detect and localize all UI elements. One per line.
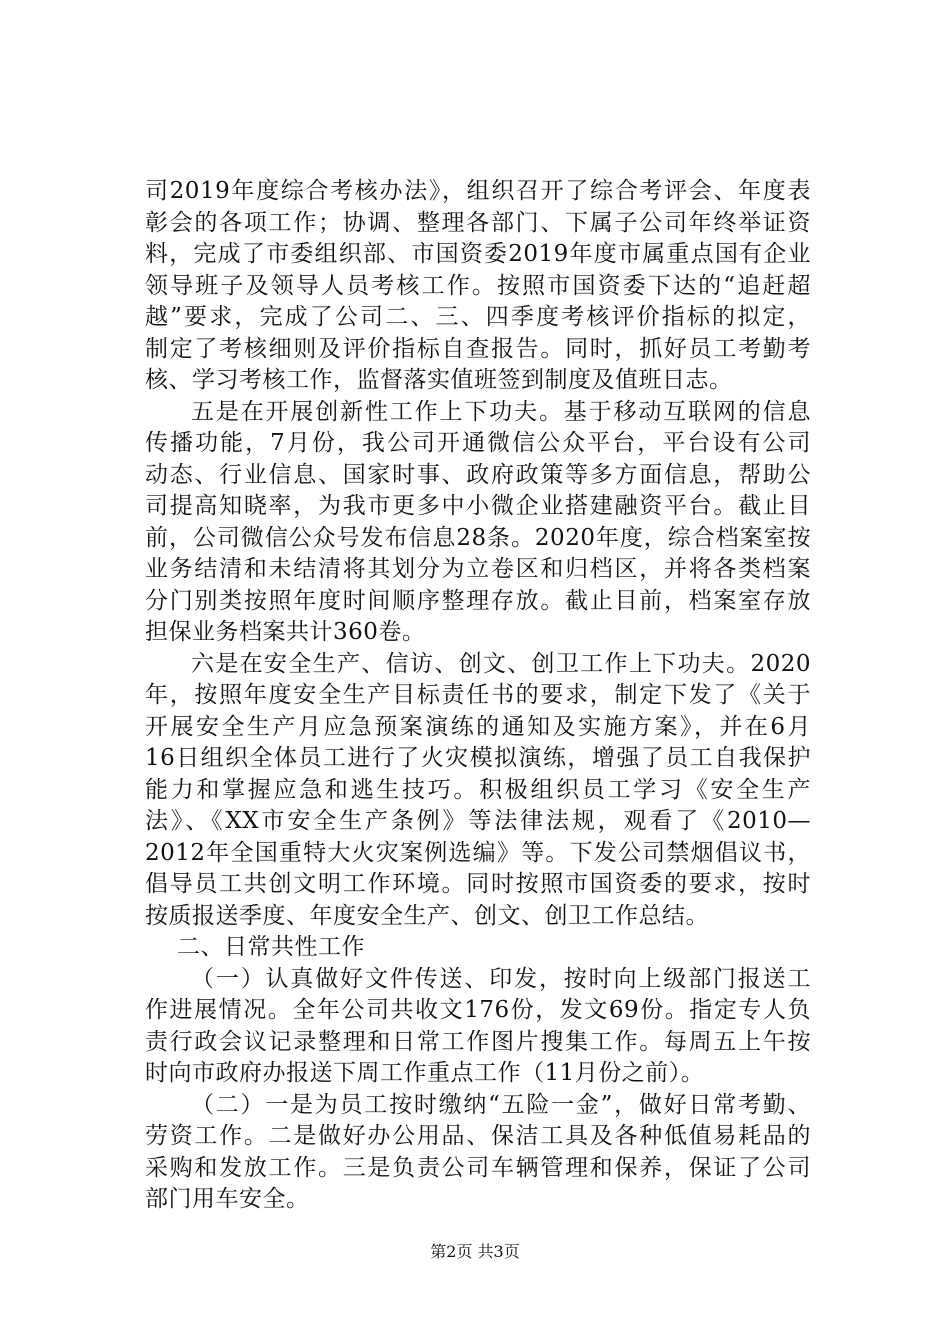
document-body: [145, 176, 811, 1216]
text-line: 领导班子及领导人员考核工作。按照市国资委下达的“追赶超: [145, 272, 811, 299]
text-line: 年，按照年度安全生产目标责任书的要求，制定下发了《关于: [145, 682, 811, 708]
text-line: 越”要求，完成了公司二、三、四季度考核评价指标的拟定，: [145, 304, 811, 330]
text-line: 料，完成了市委组织部、市国资委2019年度市属重点国有企业: [145, 241, 811, 267]
text-line: 动态、行业信息、国家时事、政府政策等多方面信息，帮助公: [145, 461, 811, 488]
text-line: 制定了考核细则及评价指标自查报告。同时，抓好员工考勤考: [145, 335, 811, 362]
paragraph-first-line: （二）一是为员工按时缴纳“五险一金”，做好日常考勤、: [191, 1091, 811, 1118]
paragraph-first-line: （一）认真做好文件传送、印发，按时向上级部门报送工: [191, 965, 811, 992]
text-line: 按质报送季度、年度安全生产、创文、创卫工作总结。: [145, 902, 709, 929]
page-number-footer: 第2页 共3页: [430, 1242, 520, 1261]
text-line: 责行政会议记录整理和日常工作图片搜集工作。每周五上午按: [145, 1028, 811, 1055]
text-line: 开展安全生产月应急预案演练的通知及实施方案》，并在6月: [145, 713, 811, 740]
section-heading: 二、日常共性工作: [177, 934, 365, 960]
text-line: 传播功能，7月份，我公司开通微信公众平台，平台设有公司: [145, 430, 811, 456]
text-line: 前，公司微信公众号发布信息28条。2020年度，综合档案室按: [145, 524, 811, 551]
text-line: 分门别类按照年度时间顺序整理存放。截止目前，档案室存放: [145, 587, 811, 614]
text-line: 16日组织全体员工进行了火灾模拟演练，增强了员工自我保护: [145, 745, 811, 771]
text-line: 业务结清和未结清将其划分为立卷区和归档区，并将各类档案: [145, 556, 811, 582]
text-line: 法》、《XX市安全生产条例》等法律法规，观看了《2010—: [145, 808, 811, 834]
text-line: 司2019年度综合考核办法》，组织召开了综合考评会、年度表: [145, 178, 811, 204]
text-line: 劳资工作。二是做好办公用品、保洁工具及各种低值易耗品的: [145, 1123, 811, 1149]
text-line: 作进展情况。全年公司共收文176份，发文69份。指定专人负: [145, 997, 811, 1023]
text-line: 核、学习考核工作，监督落实值班签到制度及值班日志。: [145, 367, 733, 393]
paragraph-first-line: 六是在安全生产、信访、创文、创卫工作上下功夫。2020: [191, 650, 811, 677]
paragraph-first-line: 五是在开展创新性工作上下功夫。基于移动互联网的信息: [191, 398, 811, 425]
text-line: 部门用车安全。: [145, 1186, 310, 1212]
text-line: 倡导员工共创文明工作环境。同时按照市国资委的要求，按时: [145, 871, 811, 897]
text-line: 司提高知晓率，为我市更多中小微企业搭建融资平台。截止目: [145, 493, 811, 519]
text-line: 时向市政府办报送下周工作重点工作（11月份之前）。: [145, 1060, 705, 1086]
text-line: 能力和掌握应急和逃生技巧。积极组织员工学习《安全生产: [145, 776, 811, 803]
text-line: 采购和发放工作。三是负责公司车辆管理和保养，保证了公司: [145, 1154, 811, 1181]
text-line: 担保业务档案共计360卷。: [145, 619, 426, 645]
text-line: 2012年全国重特大火灾案例选编》等。下发公司禁烟倡议书，: [145, 839, 811, 866]
text-line: 彰会的各项工作；协调、整理各部门、下属子公司年终举证资: [145, 209, 811, 236]
